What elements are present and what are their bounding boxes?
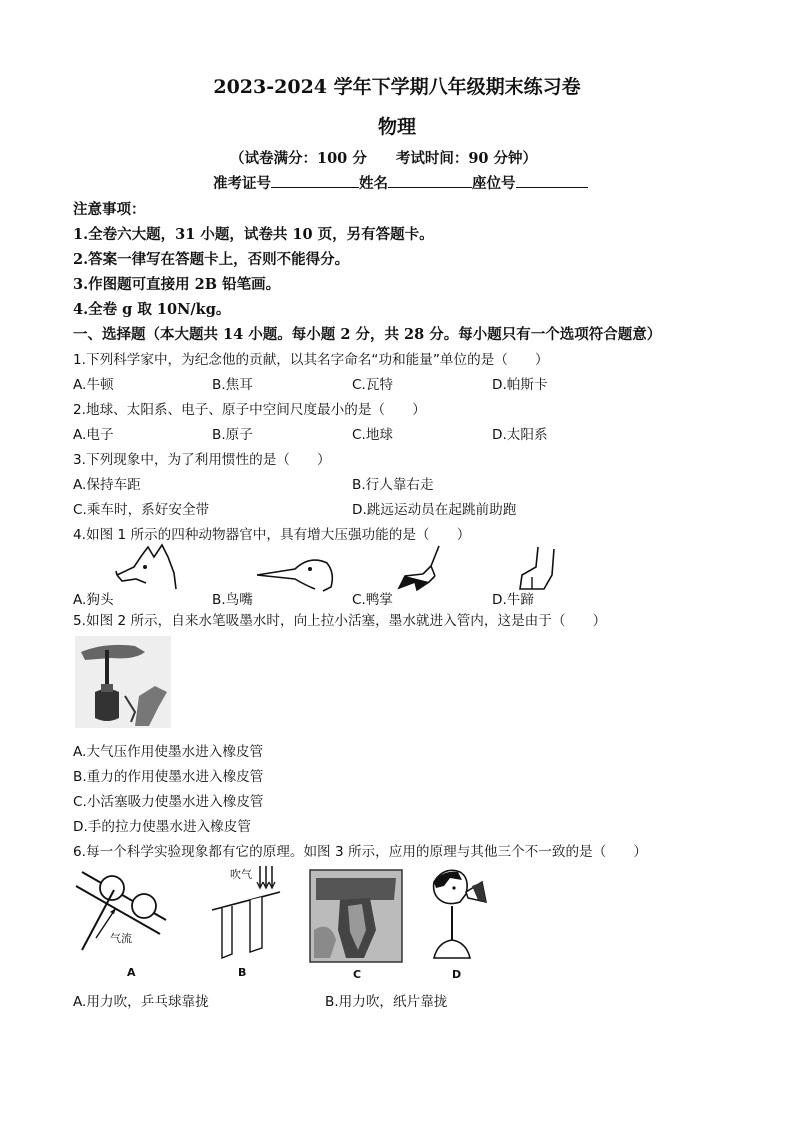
dog-head-figure — [112, 543, 182, 593]
option-c: C.乘车时，系好安全带 — [73, 502, 210, 518]
airflow-label: 气流 — [110, 932, 132, 945]
seat-label: 座位号 — [472, 175, 516, 192]
option-c: C.瓦特 — [352, 377, 394, 393]
figure-label-d: D — [452, 968, 462, 981]
duck-foot-figure — [395, 544, 450, 594]
figure-label-b: B — [238, 966, 247, 979]
option-b: B.鸟嘴 — [212, 592, 253, 608]
option-b: B.重力的作用使墨水进入橡皮管 — [73, 769, 264, 785]
id-label: 准考证号 — [213, 175, 271, 192]
seat-blank[interactable] — [516, 173, 588, 188]
question-stem: 3.下列现象中，为了利用惯性的是（ ） — [73, 452, 331, 468]
option-b: B.焦耳 — [212, 377, 253, 393]
figure-c-photo — [310, 870, 402, 962]
notes-heading: 注意事项： — [73, 201, 146, 218]
figure-label-c: C — [353, 968, 362, 981]
option-a: A.狗头 — [73, 592, 114, 608]
blow-label: 吹气 — [230, 868, 252, 881]
option-a: A.用力吹，乒乓球靠拢 — [73, 994, 209, 1010]
option-b: B.用力吹，纸片靠拢 — [325, 994, 448, 1010]
note-item: 3.作图题可直接用 2B 铅笔画。 — [73, 276, 281, 293]
question-stem: 4.如图 1 所示的四种动物器官中，具有增大压强功能的是（ ） — [73, 527, 471, 543]
option-d: D.太阳系 — [492, 427, 548, 443]
note-item: 1.全卷六大题，31 小题，试卷共 10 页，另有答题卡。 — [73, 226, 434, 243]
note-item: 4.全卷 g 取 10N/kg。 — [73, 301, 231, 318]
option-b: B.原子 — [212, 427, 253, 443]
figure-label-a: A — [127, 966, 136, 979]
option-c: C.地球 — [352, 427, 394, 443]
exam-info: （试卷满分：100 分 考试时间：90 分钟） — [230, 150, 538, 167]
id-blank[interactable] — [271, 173, 359, 188]
option-a: A.大气压作用使墨水进入橡皮管 — [73, 744, 264, 760]
option-c: C.小活塞吸力使墨水进入橡皮管 — [73, 794, 264, 810]
option-c: C.鸭掌 — [352, 592, 394, 608]
question-stem: 1.下列科学家中，为纪念他的贡献，以其名字命名“功和能量”单位的是（ ） — [73, 352, 549, 368]
exam-title: 2023-2024 学年下学期八年级期末练习卷 — [213, 76, 581, 98]
question-stem: 6.每一个科学实验现象都有它的原理。如图 3 所示，应用的原理与其他三个不一致的是（ ） — [73, 844, 648, 860]
option-a: A.电子 — [73, 427, 114, 443]
name-blank[interactable] — [388, 173, 472, 188]
name-label: 姓名 — [359, 175, 388, 192]
fountain-pen-ink-figure — [75, 636, 171, 728]
option-a: A.牛顿 — [73, 377, 114, 393]
section-heading: 一、选择题（本大题共 14 小题。每小题 2 分，共 28 分。每小题只有一个选项符合题意） — [73, 326, 662, 343]
note-item: 2.答案一律写在答题卡上，否则不能得分。 — [73, 251, 350, 268]
option-d: D.跳远运动员在起跳前助跑 — [352, 502, 517, 518]
option-d: D.帕斯卡 — [492, 377, 548, 393]
candidate-info-line — [213, 172, 588, 193]
figure-d-funnel-blow — [420, 866, 495, 962]
option-d: D.手的拉力使墨水进入橡皮管 — [73, 819, 251, 835]
option-b: B.行人靠右走 — [352, 477, 434, 493]
question-stem: 2.地球、太阳系、电子、原子中空间尺度最小的是（ ） — [73, 402, 426, 418]
question-stem: 5.如图 2 所示，自来水笔吸墨水时，向上拉小活塞，墨水就进入管内，这是由于（ ） — [73, 613, 607, 629]
figure-b-paper-strips — [210, 862, 280, 962]
subject-title: 物理 — [377, 116, 416, 138]
option-a: A.保持车距 — [73, 477, 141, 493]
bird-beak-figure — [255, 553, 335, 593]
option-d: D.牛蹄 — [492, 592, 534, 608]
